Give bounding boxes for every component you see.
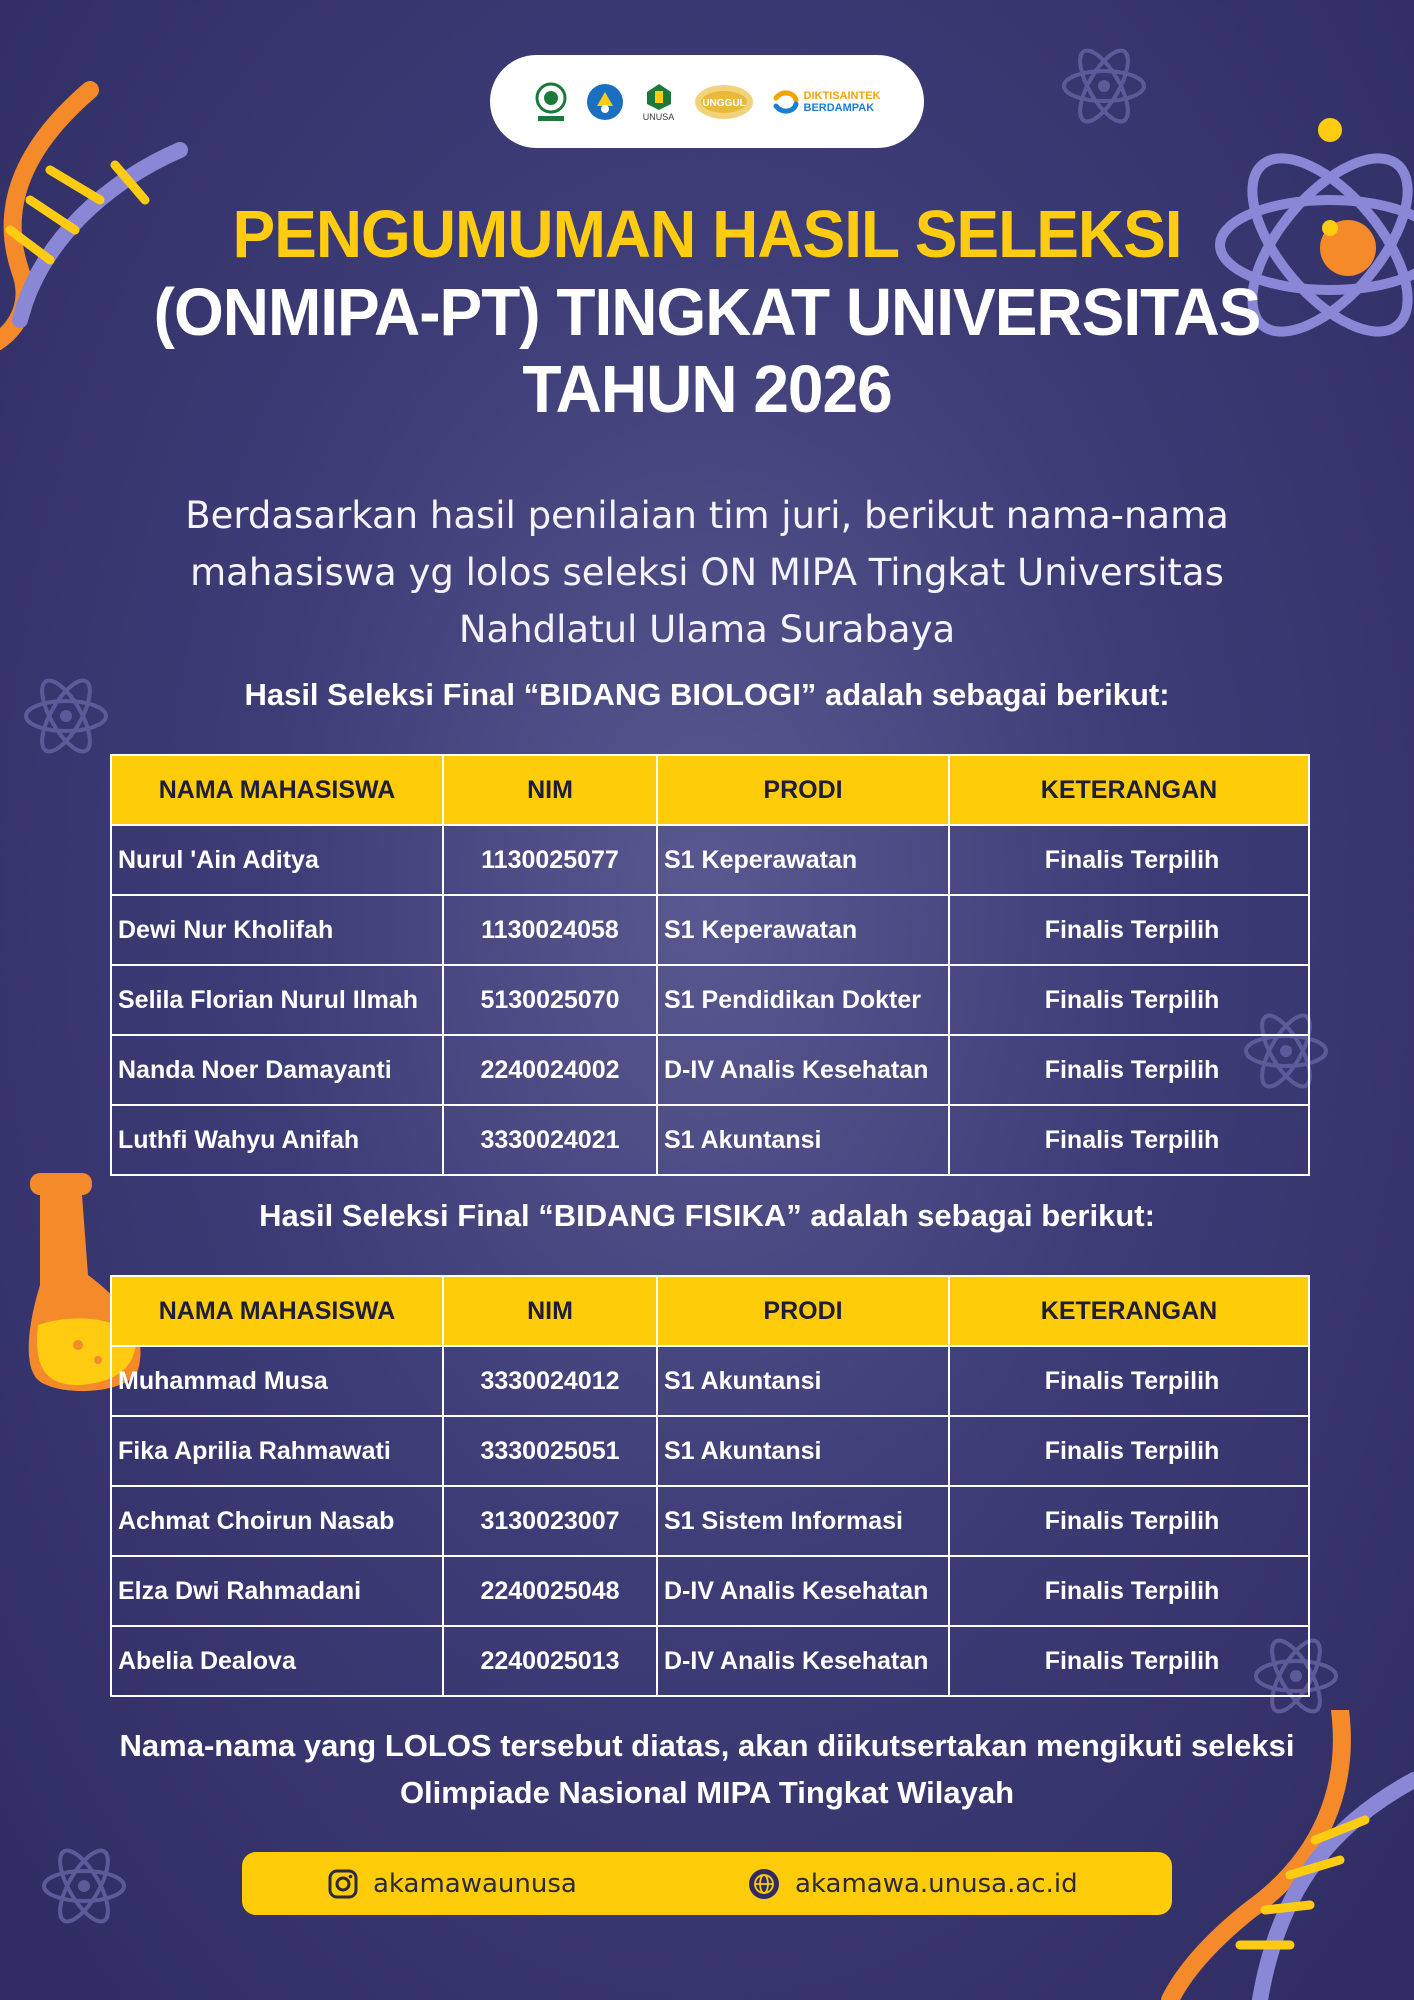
dikti-line1: DIKTISAINTEK bbox=[803, 89, 881, 102]
cell-nama: Fika Aprilia Rahmawati bbox=[111, 1416, 443, 1486]
cell-prodi: S1 Akuntansi bbox=[657, 1346, 949, 1416]
cell-nama: Selila Florian Nurul Ilmah bbox=[111, 965, 443, 1035]
partner-logo-bar bbox=[490, 55, 924, 148]
unggul-badge-text: UNGGUL bbox=[701, 97, 746, 109]
instagram-icon bbox=[327, 1868, 359, 1900]
cell-nama: Nanda Noer Damayanti bbox=[111, 1035, 443, 1105]
intro-paragraph: Berdasarkan hasil penilaian tim juri, berikut nama-nama mahasiswa yg lolos seleksi ON MIPA Tingkat Universitas Nahdlatul Ulama Surabaya bbox=[185, 494, 1229, 651]
unusa-logo-text: UNUSA bbox=[642, 111, 675, 122]
column-header-keterangan: KETERANGAN bbox=[949, 1276, 1309, 1346]
instagram-handle: akamawaunusa bbox=[373, 1868, 577, 1899]
cell-prodi: D-IV Analis Kesehatan bbox=[657, 1035, 949, 1105]
fisika-heading: Hasil Seleksi Final “BIDANG FISIKA” adalah sebagai berikut: bbox=[259, 1198, 1155, 1233]
globe-icon bbox=[747, 1867, 781, 1901]
table-row bbox=[111, 965, 1309, 1035]
cell-keterangan: Finalis Terpilih bbox=[949, 965, 1309, 1035]
cell-keterangan: Finalis Terpilih bbox=[949, 1105, 1309, 1175]
cell-nim: 1130024058 bbox=[443, 895, 657, 965]
closing-line-2: Olimpiade Nasional MIPA Tingkat Wilayah bbox=[399, 1775, 1015, 1810]
cell-nim: 3330024012 bbox=[443, 1346, 657, 1416]
column-header-keterangan: KETERANGAN bbox=[949, 755, 1309, 825]
table-row bbox=[111, 1416, 1309, 1486]
closing-line-1: Nama-nama yang LOLOS tersebut diatas, akan diikutsertakan mengikuti seleksi bbox=[119, 1728, 1295, 1763]
cell-keterangan: Finalis Terpilih bbox=[949, 1556, 1309, 1626]
diktisaintek-logo-icon bbox=[769, 79, 884, 125]
cell-nim: 3130023007 bbox=[443, 1486, 657, 1556]
atom-icon bbox=[1058, 40, 1150, 132]
dikti-line2: BERDAMPAK bbox=[803, 101, 875, 114]
column-header-nama: NAMA MAHASISWA bbox=[111, 1276, 443, 1346]
cell-nim: 5130025070 bbox=[443, 965, 657, 1035]
column-header-nim: NIM bbox=[443, 1276, 657, 1346]
table-row bbox=[111, 1486, 1309, 1556]
tut-wuri-handayani-icon bbox=[585, 79, 625, 125]
atom-icon bbox=[38, 1840, 130, 1932]
cell-keterangan: Finalis Terpilih bbox=[949, 1416, 1309, 1486]
biologi-heading: Hasil Seleksi Final “BIDANG BIOLOGI” adalah sebagai berikut: bbox=[244, 677, 1170, 712]
table-row bbox=[111, 825, 1309, 895]
cell-keterangan: Finalis Terpilih bbox=[949, 1346, 1309, 1416]
instagram-link[interactable] bbox=[327, 1852, 577, 1915]
cell-prodi: D-IV Analis Kesehatan bbox=[657, 1556, 949, 1626]
cell-nama: Dewi Nur Kholifah bbox=[111, 895, 443, 965]
cell-prodi: S1 Keperawatan bbox=[657, 825, 949, 895]
table-row bbox=[111, 895, 1309, 965]
cell-nim: 2240024002 bbox=[443, 1035, 657, 1105]
unggul-badge-icon bbox=[693, 79, 755, 125]
table-header-row bbox=[111, 755, 1309, 825]
table-header-row bbox=[111, 1276, 1309, 1346]
cell-prodi: D-IV Analis Kesehatan bbox=[657, 1626, 949, 1696]
column-header-nim: NIM bbox=[443, 755, 657, 825]
cell-nim: 1130025077 bbox=[443, 825, 657, 895]
cell-prodi: S1 Sistem Informasi bbox=[657, 1486, 949, 1556]
fisika-results-table bbox=[110, 1275, 1310, 1697]
cell-keterangan: Finalis Terpilih bbox=[949, 895, 1309, 965]
table-row bbox=[111, 1346, 1309, 1416]
column-header-nama: NAMA MAHASISWA bbox=[111, 755, 443, 825]
cell-nama: Achmat Choirun Nasab bbox=[111, 1486, 443, 1556]
cell-prodi: S1 Keperawatan bbox=[657, 895, 949, 965]
table-row bbox=[111, 1105, 1309, 1175]
cell-prodi: S1 Pendidikan Dokter bbox=[657, 965, 949, 1035]
closing-note bbox=[90, 1722, 1324, 1816]
cell-nim: 2240025013 bbox=[443, 1626, 657, 1696]
cell-nama: Luthfi Wahyu Anifah bbox=[111, 1105, 443, 1175]
cell-keterangan: Finalis Terpilih bbox=[949, 1035, 1309, 1105]
table-row bbox=[111, 1626, 1309, 1696]
cell-nama: Nurul 'Ain Aditya bbox=[111, 825, 443, 895]
table-row bbox=[111, 1035, 1309, 1105]
cell-keterangan: Finalis Terpilih bbox=[949, 825, 1309, 895]
cell-prodi: S1 Akuntansi bbox=[657, 1105, 949, 1175]
website-url: akamawa.unusa.ac.id bbox=[795, 1868, 1078, 1899]
cell-nama: Elza Dwi Rahmadani bbox=[111, 1556, 443, 1626]
nu-logo-icon bbox=[531, 79, 571, 125]
cell-prodi: S1 Akuntansi bbox=[657, 1416, 949, 1486]
cell-nim: 3330025051 bbox=[443, 1416, 657, 1486]
cell-keterangan: Finalis Terpilih bbox=[949, 1626, 1309, 1696]
biologi-results-table bbox=[110, 754, 1310, 1176]
table-row bbox=[111, 1556, 1309, 1626]
title-line-1: PENGUMUMAN HASIL SELEKSI bbox=[232, 196, 1182, 272]
cell-nim: 2240025048 bbox=[443, 1556, 657, 1626]
cell-nama: Muhammad Musa bbox=[111, 1346, 443, 1416]
website-link[interactable] bbox=[747, 1852, 1078, 1915]
column-header-prodi: PRODI bbox=[657, 755, 949, 825]
cell-keterangan: Finalis Terpilih bbox=[949, 1486, 1309, 1556]
title-line-3: TAHUN 2026 bbox=[522, 351, 892, 427]
column-header-prodi: PRODI bbox=[657, 1276, 949, 1346]
unusa-logo-icon bbox=[639, 79, 679, 125]
contact-footer bbox=[242, 1852, 1172, 1915]
title-line-2: (ONMIPA-PT) TINGKAT UNIVERSITAS bbox=[153, 274, 1261, 350]
cell-nama: Abelia Dealova bbox=[111, 1626, 443, 1696]
cell-nim: 3330024021 bbox=[443, 1105, 657, 1175]
